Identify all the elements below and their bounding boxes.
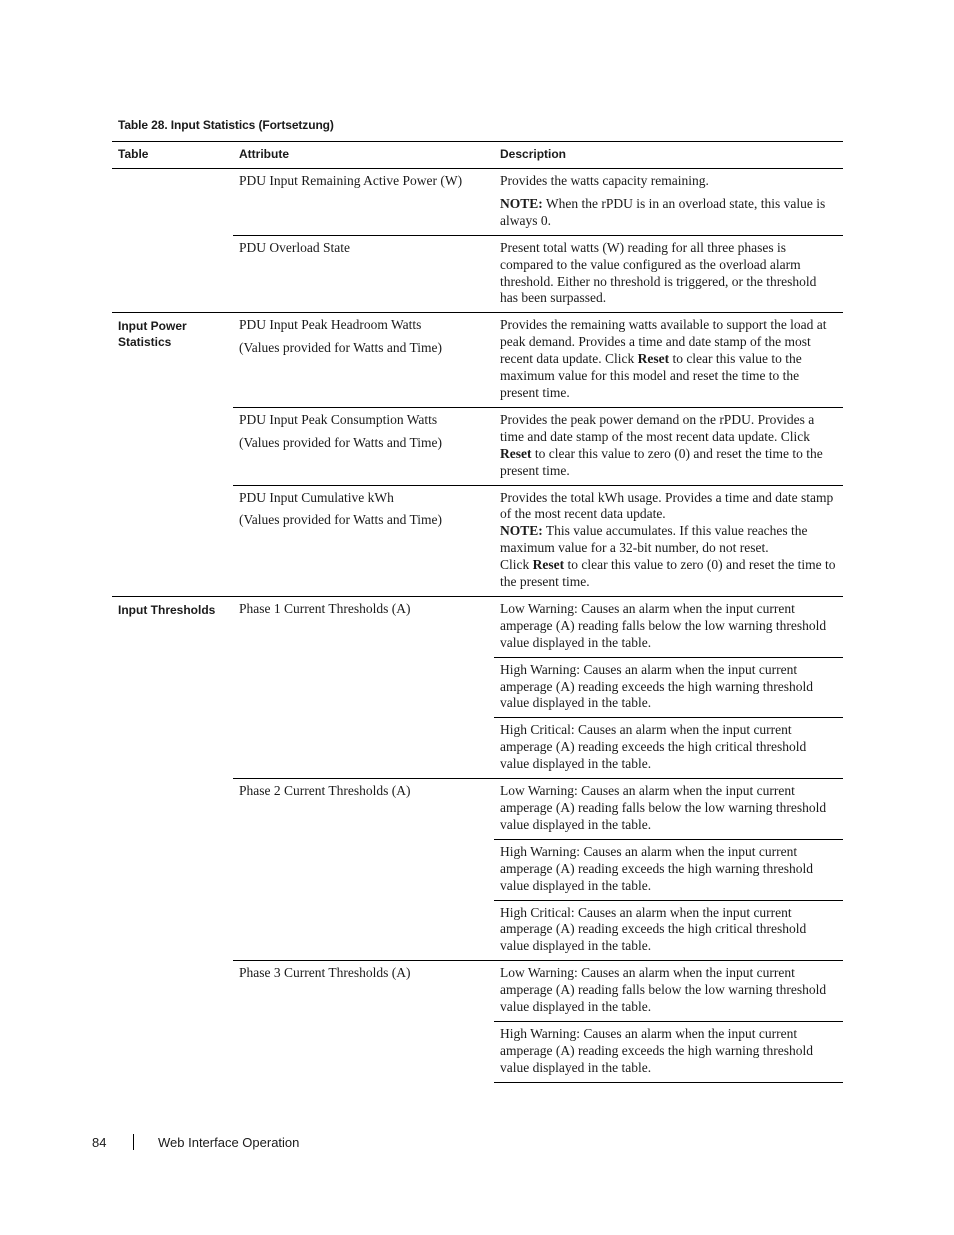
table-row	[112, 596, 843, 657]
description-part: Provides the peak power demand on the rPDU. Provides a time and date stamp of the most recent data update. Click	[500, 411, 815, 444]
description-text: Provides the watts capacity remaining.	[500, 173, 709, 188]
description-text	[500, 412, 837, 480]
description-cell	[494, 839, 843, 900]
threshold-description: High Warning: Causes an alarm when the input current amperage (A) reading exceeds the high warning threshold value displayed in the table.	[500, 661, 814, 711]
table-header-row	[112, 142, 843, 169]
description-part: Click	[500, 557, 533, 573]
reset-keyword: Reset	[500, 445, 532, 461]
note-paragraph	[500, 523, 837, 557]
description-cell	[494, 485, 843, 596]
description-cell	[494, 235, 843, 313]
description-text: Present total watts (W) reading for all three phases is compared to the value configured as the overload alarm threshold. Either no threshold is triggered, or the threshold has been surpassed.	[500, 239, 817, 306]
note-label: NOTE:	[500, 195, 543, 211]
table-cell-empty	[112, 169, 233, 313]
note-label: NOTE:	[500, 523, 543, 539]
description-cell	[494, 657, 843, 718]
reset-keyword: Reset	[637, 351, 670, 367]
table-group-label: Input Thresholds	[112, 596, 233, 1082]
description-cell	[494, 779, 843, 840]
attribute-cell	[233, 485, 494, 596]
attribute-name: PDU Input Peak Headroom Watts	[239, 317, 422, 333]
description-text: Provides the total kWh usage. Provides a time and date stamp of the most recent data update.	[500, 489, 834, 522]
description-part: to clear this value to zero (0) and reset the time to the present time.	[500, 445, 823, 478]
attribute-cell	[233, 961, 494, 1082]
attribute-name: PDU Input Remaining Active Power (W)	[239, 173, 463, 188]
attribute-name: PDU Input Peak Consumption Watts	[239, 411, 438, 427]
description-text	[500, 557, 837, 591]
page-number: 84	[92, 1135, 107, 1150]
threshold-description: Low Warning: Causes an alarm when the input current amperage (A) reading falls below the low warning threshold value displayed in the table.	[500, 783, 827, 832]
note-text: This value accumulates. If this value reaches the maximum value for a 32-bit number, do not reset.	[500, 523, 808, 556]
description-cell	[494, 900, 843, 961]
header-table: Table	[112, 142, 233, 169]
description-part: to clear this value to the maximum value for this model and reset the time to the present time.	[500, 351, 802, 400]
description-cell	[494, 596, 843, 657]
header-description: Description	[494, 142, 843, 169]
attribute-cell	[233, 313, 494, 408]
header-attribute: Attribute	[233, 142, 494, 169]
attribute-cell	[233, 407, 494, 485]
note-text: When the rPDU is in an overload state, this value is always 0.	[500, 195, 826, 228]
attribute-name: Phase 2 Current Thresholds (A)	[239, 783, 411, 799]
description-cell	[494, 961, 843, 1022]
note-paragraph	[500, 196, 837, 230]
threshold-description: High Warning: Causes an alarm when the input current amperage (A) reading exceeds the high warning threshold value displayed in the table.	[500, 1025, 814, 1075]
description-cell	[494, 718, 843, 779]
attribute-cell	[233, 596, 494, 778]
attribute-name: Phase 1 Current Thresholds (A)	[239, 600, 411, 616]
attribute-subtext: (Values provided for Watts and Time)	[239, 340, 443, 356]
threshold-description: Low Warning: Causes an alarm when the input current amperage (A) reading falls below the low warning threshold value displayed in the table.	[500, 965, 827, 1015]
threshold-description: Low Warning: Causes an alarm when the input current amperage (A) reading falls below the low warning threshold value displayed in the table.	[500, 600, 827, 650]
attribute-cell	[233, 169, 494, 236]
table-caption: Table 28. Input Statistics (Fortsetzung)	[118, 118, 334, 132]
footer-separator	[133, 1134, 134, 1150]
description-cell	[494, 1021, 843, 1082]
description-cell	[494, 313, 843, 408]
threshold-description: High Critical: Causes an alarm when the input current amperage (A) reading exceeds the high critical threshold value displayed in the table.	[500, 722, 807, 772]
attribute-name: PDU Overload State	[239, 239, 350, 255]
description-cell	[494, 169, 843, 236]
attribute-subtext: (Values provided for Watts and Time)	[239, 434, 443, 450]
description-part: to clear this value to zero (0) and reset the time to the present time.	[500, 557, 836, 590]
input-statistics-table	[112, 141, 843, 1083]
description-cell	[494, 407, 843, 485]
description-text	[500, 317, 837, 402]
attribute-name: Phase 3 Current Thresholds (A)	[239, 965, 411, 981]
footer-title: Web Interface Operation	[158, 1135, 300, 1150]
table-row	[112, 169, 843, 236]
threshold-description: High Critical: Causes an alarm when the input current amperage (A) reading exceeds the high critical threshold value displayed in the table.	[500, 904, 807, 954]
threshold-description: High Warning: Causes an alarm when the input current amperage (A) reading exceeds the high warning threshold value displayed in the table.	[500, 843, 814, 893]
reset-keyword: Reset	[532, 557, 565, 573]
description-part: Provides the remaining watts available to support the load at peak demand. Provides a time and date stamp of the most recent data update. Click	[500, 317, 827, 367]
table-row	[112, 313, 843, 408]
attribute-cell	[233, 779, 494, 961]
table-group-label: Input Power Statistics	[112, 313, 233, 597]
attribute-cell	[233, 235, 494, 313]
attribute-name: PDU Input Cumulative kWh	[239, 489, 394, 505]
attribute-subtext: (Values provided for Watts and Time)	[239, 512, 443, 528]
